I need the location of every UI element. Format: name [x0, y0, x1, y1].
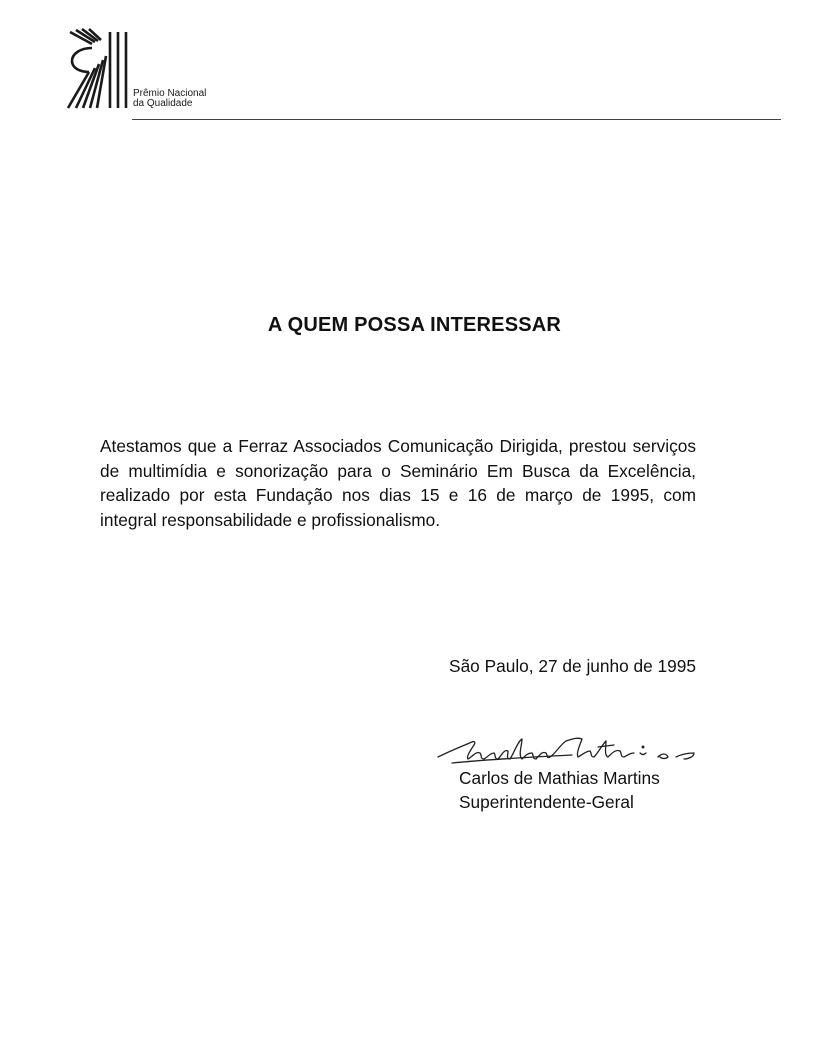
- place-date: São Paulo, 27 de junho de 1995: [449, 656, 696, 676]
- signatory-block: [459, 766, 660, 814]
- letterhead-line-1: Prêmio Nacional: [133, 88, 207, 99]
- body-paragraph: Atestamos que a Ferraz Associados Comunicação Dirigida, prestou serviços de multimídia e sonorização para o Seminário Em Busca da Excelência, realizado por esta Fundação nos dias 15 e 16 de março de 1995, com integral responsabilidade e profissionalismo.: [100, 436, 696, 530]
- signatory-role: Superintendente-Geral: [459, 792, 634, 812]
- signatory-name: Carlos de Mathias Martins: [459, 768, 660, 788]
- pnq-logo-icon: [62, 28, 142, 114]
- document-title: A QUEM POSSA INTERESSAR: [267, 314, 562, 336]
- letterhead-text: [133, 89, 206, 109]
- header-divider: [132, 119, 781, 120]
- letterhead-line-2: da Qualidade: [133, 98, 193, 109]
